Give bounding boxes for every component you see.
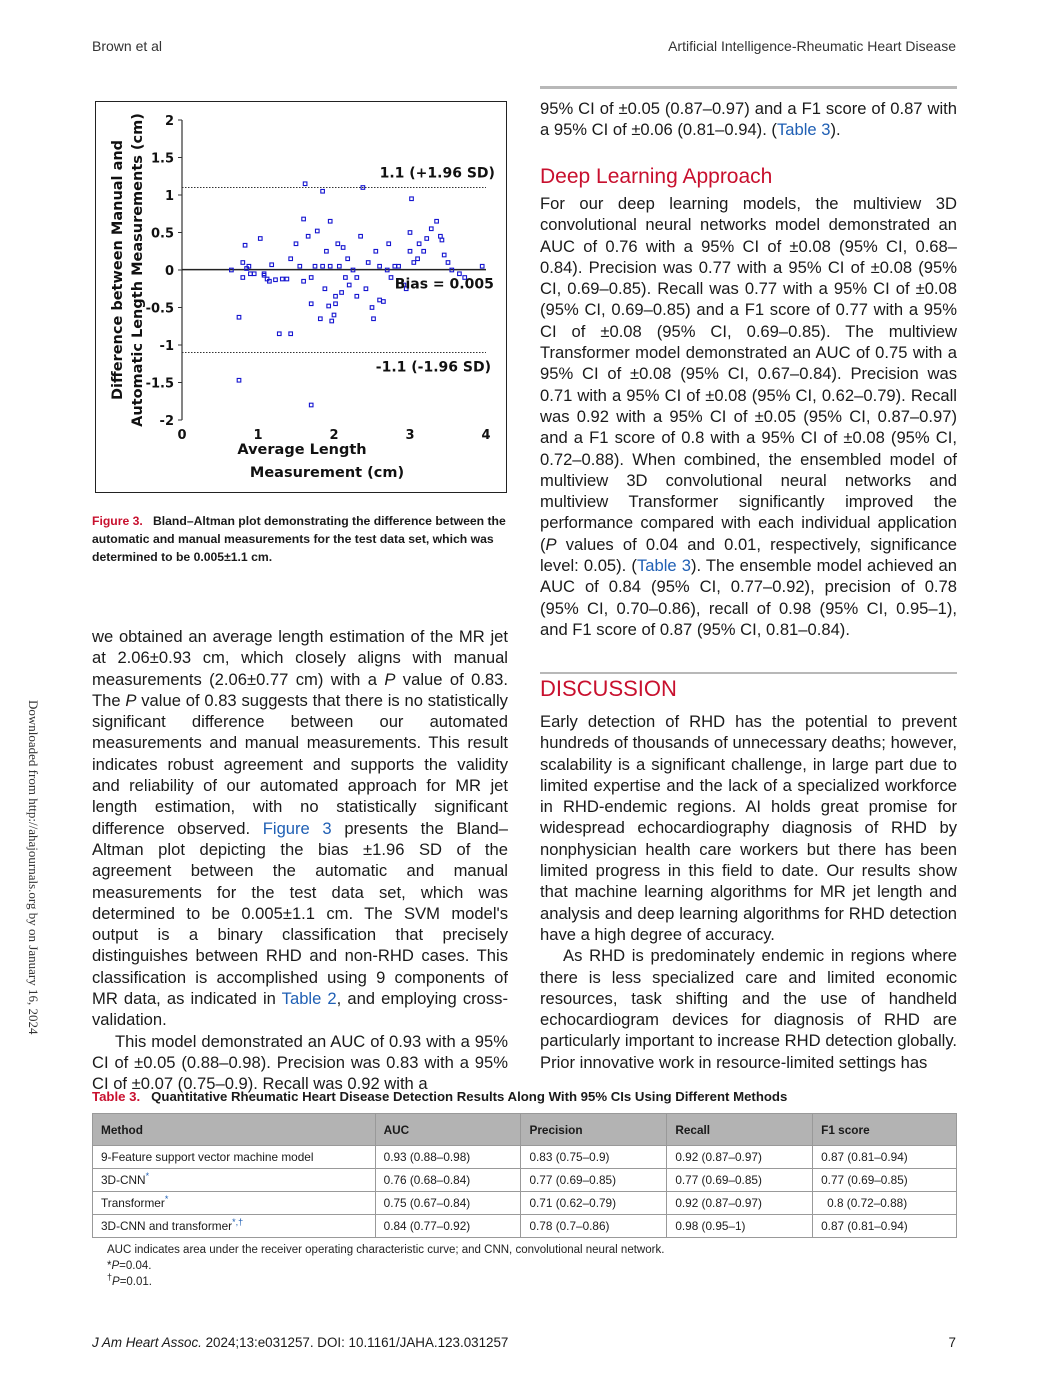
data-point xyxy=(440,238,444,242)
table-cell: 0.92 (0.87–0.97) xyxy=(667,1146,813,1169)
page-footer-citation xyxy=(92,1335,508,1350)
data-point xyxy=(341,246,345,250)
data-point xyxy=(270,263,274,267)
p-symbol: P xyxy=(111,1260,120,1272)
data-point xyxy=(346,257,350,261)
data-point xyxy=(303,182,307,186)
data-point xyxy=(327,304,331,308)
paragraph: As RHD is predominately endemic in regions where there is less specialized care and limited economic resources, task shifting and the use of handheld echocardiogram devices for diagnosis of RHD are particularly important to increase RHD detection globally. Prior innovative work in resource-limited settings has xyxy=(540,946,957,1072)
data-point xyxy=(355,294,359,298)
data-point xyxy=(294,242,298,246)
data-point xyxy=(241,276,245,280)
data-point xyxy=(285,277,289,281)
y-axis-title: Difference between Manual and xyxy=(110,139,126,401)
data-point xyxy=(321,189,325,193)
footnote-mark: * xyxy=(107,1260,112,1272)
table-cell: 0.84 (0.77–0.92) xyxy=(375,1215,521,1238)
data-point xyxy=(313,264,317,268)
column-header: F1 score xyxy=(813,1114,957,1146)
table-cell: 0.93 (0.88–0.98) xyxy=(375,1146,521,1169)
p-symbol: P xyxy=(384,669,396,689)
data-point xyxy=(332,313,336,317)
y-tick-label: 1 xyxy=(164,189,174,204)
footnote-value: =0.04. xyxy=(119,1260,152,1272)
data-point xyxy=(258,237,262,241)
footnote-mark[interactable]: * xyxy=(164,1194,169,1205)
method-name: Transformer xyxy=(101,1196,165,1210)
data-point xyxy=(364,287,368,291)
footnote-mark: † xyxy=(107,1272,113,1283)
discussion-section xyxy=(540,676,957,702)
table-cell: 0.8 (0.72–0.88) xyxy=(813,1192,957,1215)
data-point xyxy=(425,237,429,241)
table-footnote-p2 xyxy=(107,1272,152,1288)
data-point xyxy=(277,332,281,336)
table-row xyxy=(93,1169,957,1192)
table-cell: 0.83 (0.75–0.9) xyxy=(521,1146,667,1169)
data-point xyxy=(378,298,382,302)
data-point xyxy=(382,300,386,304)
method-name: 3D-CNN and transformer xyxy=(101,1219,233,1233)
data-point xyxy=(289,332,293,336)
table-cell: 0.76 (0.68–0.84) xyxy=(375,1169,521,1192)
text-run: we obtained an average length estimation of the MR jet at 2.06±0.93 cm, which closely aligns with manual measurements (2.06±0.77 cm) with a xyxy=(92,627,508,689)
text-run: value of 0.83. The xyxy=(92,669,508,710)
data-point xyxy=(393,264,397,268)
p-symbol: P xyxy=(545,534,557,554)
bland-altman-plot xyxy=(96,102,506,492)
x-axis-title: Measurement (cm) xyxy=(249,465,405,481)
deep-learning-section xyxy=(540,165,957,189)
data-point xyxy=(328,219,332,223)
data-point xyxy=(338,264,342,268)
data-point xyxy=(289,257,293,261)
data-point xyxy=(315,229,319,233)
text-run: ). xyxy=(830,120,841,140)
data-point xyxy=(302,279,306,283)
data-point xyxy=(281,277,285,281)
section-heading-discussion: DISCUSSION xyxy=(540,676,677,701)
data-point xyxy=(417,242,421,246)
data-point xyxy=(412,261,416,265)
x-axis-title: Average Length xyxy=(237,442,367,458)
paragraph xyxy=(540,98,957,141)
lower-loa-label: -1.1 (-1.96 SD) xyxy=(375,359,492,376)
data-point xyxy=(309,302,313,306)
table-cell: 0.92 (0.87–0.97) xyxy=(667,1192,813,1215)
table-cell: 0.78 (0.7–0.86) xyxy=(521,1215,667,1238)
x-tick-label: 3 xyxy=(405,428,415,443)
column-header: Method xyxy=(93,1114,376,1146)
data-point xyxy=(374,249,378,253)
deep-learning-text xyxy=(540,193,957,640)
method-cell xyxy=(93,1146,376,1169)
table-cell: 0.98 (0.95–1) xyxy=(667,1215,813,1238)
y-tick-label: 2 xyxy=(164,114,174,129)
data-point xyxy=(480,264,484,268)
data-point xyxy=(387,242,391,246)
table-cell: 0.77 (0.69–0.85) xyxy=(667,1169,813,1192)
paragraph: Early detection of RHD has the potential to prevent hundreds of thousands of unnecessary deaths; however, scalability is a significant challenge, in large part due to limited expertise and the lack of a specialized workforce in RHD-endemic regions. AI holds great promise for widespread echocardiography diagnosis of RHD by nonphysician health care workers but there has been limited progress in this field to date. Our results show that machine learning algorithms for MR jet length and analysis and deep learning algorithms for RHD detection have a high degree of accuracy. xyxy=(540,712,957,944)
data-point xyxy=(347,283,351,287)
data-point xyxy=(442,253,446,257)
download-notice xyxy=(17,700,41,1080)
table-cell: 0.87 (0.81–0.94) xyxy=(813,1215,957,1238)
data-point xyxy=(378,264,382,268)
x-tick-label: 4 xyxy=(481,428,491,443)
data-point xyxy=(372,317,376,321)
citation-text: 2024;13:e031257. DOI: 10.1161/JAHA.123.031257 xyxy=(201,1335,509,1350)
method-cell xyxy=(93,1192,376,1215)
table-cell: 0.71 (0.62–0.79) xyxy=(521,1192,667,1215)
y-tick-label: 1.5 xyxy=(150,151,174,167)
page-number: 7 xyxy=(948,1335,956,1350)
text-run: 95% CI of ±0.05 (0.87–0.97) and a F1 score of 0.87 with a 95% CI of ±0.06 (0.81–0.94). ( xyxy=(540,99,957,140)
data-point xyxy=(336,242,340,246)
data-point xyxy=(408,231,412,235)
data-point xyxy=(249,272,253,276)
figure-3-frame xyxy=(95,101,507,493)
table-title-text: Quantitative Rheumatic Heart Disease Detection Results Along With 95% CIs Using Different Methods xyxy=(151,1089,788,1104)
running-header-title: Artificial Intelligence-Rheumatic Heart Disease xyxy=(668,38,956,54)
data-point xyxy=(416,257,420,261)
data-point xyxy=(325,249,329,253)
figure-caption xyxy=(92,512,510,566)
bias-label: Bias = 0.005 xyxy=(394,276,494,293)
p-symbol: P xyxy=(125,690,137,710)
data-point xyxy=(309,403,313,407)
table-cell: 0.75 (0.67–0.84) xyxy=(375,1192,521,1215)
data-point xyxy=(252,272,256,276)
x-tick-label: 0 xyxy=(177,428,187,443)
text-run: presents the Bland–Altman plot depicting the bias ±1.96 SD of the agreement between the automatic and manual measurements for the test data set, which was determined to be 0.005±1.1 cm. The SVM model's output is a binary classification that precisely distinguishes between RHD and non-RHD cases. This classification is accomplished using 9 components of MR data, as indicated in xyxy=(92,818,509,1009)
x-tick-label: 1 xyxy=(253,428,263,443)
data-point xyxy=(359,234,363,238)
data-point xyxy=(366,261,370,265)
data-point xyxy=(446,261,450,265)
data-point xyxy=(298,264,302,268)
table-row xyxy=(93,1146,957,1169)
data-point xyxy=(330,319,334,323)
data-point xyxy=(422,249,426,253)
table-label: Table 3. xyxy=(92,1089,141,1104)
data-point xyxy=(370,306,374,310)
data-point xyxy=(309,276,313,280)
text-run: values of 0.04 and 0.01, respectively, significance level: 0.05). ( xyxy=(540,534,957,576)
table-row xyxy=(93,1215,957,1238)
data-point xyxy=(243,243,247,247)
text-run: value of 0.83 suggests that there is no statistically significant difference between our automated measurements and manual measurements. This result indicates robust agreement and supports the validity and reliability of our automated approach for MR jet length estimation, with no statistically significant difference observed. xyxy=(92,690,508,838)
figure-label: Figure 3. xyxy=(92,514,143,528)
text-run: ). The ensemble model achieved an AUC of 0.84 (95% CI, 0.77–0.92), precision of 0.78 (95% CI, 0.70–0.86), recall of 0.98 (95% CI, 0.95–1), and F1 score of 0.87 (95% CI, 0.81–0.84). xyxy=(540,556,957,639)
table-cell: 0.77 (0.69–0.85) xyxy=(813,1169,957,1192)
text-run: For our deep learning models, the multiview 3D convolutional neural networks model demonstrated an AUC of 0.76 with a 95% CI of ±0.08 (95% CI, 0.68– 0.84). Precision was 0.77 with a 95% CI of ±0.08 (95% CI, 0.69–0.85). Recall was 0.77 with a 95% CI of ±0.08 (95% CI, 0.69–0.85) and a F1 score of 0.77 with a 95% CI of ±0.08 (95% CI, 0.69–0.85). The multiview Transformer model demonstrated an AUC of 0.75 with a 95% CI of ±0.08 (95% CI, 0.67–0.84). Precision was 0.71 with a 95% CI of ±0.08 (95% CI, 0.62–0.79). Recall was 0.92 with a 95% CI of ±0.05 (95% CI, 0.87–0.97) and a F1 score of 0.8 with a 95% CI of ±0.08 (95% CI, 0.72–0.88). When combined, the ensembled model of multiview 3D convolutional neural networks and multiview Transformer significantly improved the performance compared with each individual application ( xyxy=(540,194,957,554)
data-point xyxy=(408,249,412,253)
y-tick-label: -1 xyxy=(159,339,174,354)
method-name: 3D-CNN xyxy=(101,1173,146,1187)
data-point xyxy=(410,197,414,201)
method-cell xyxy=(93,1169,376,1192)
table-3-link[interactable]: Table 3 xyxy=(636,556,691,576)
footnote-mark[interactable]: *,† xyxy=(232,1217,244,1228)
data-point xyxy=(328,264,332,268)
method-name: 9-Feature support vector machine model xyxy=(101,1150,314,1164)
download-notice-text: Downloaded from http://ahajournals.org by on January 16, 2024 xyxy=(26,700,41,1035)
y-tick-label: -1.5 xyxy=(145,376,174,392)
data-point xyxy=(334,294,338,298)
y-tick-label: 0 xyxy=(164,264,174,279)
section-rule xyxy=(540,86,957,89)
x-tick-label: 2 xyxy=(329,428,339,443)
section-heading-deep-learning: Deep Learning Approach xyxy=(540,165,773,188)
data-point xyxy=(334,302,338,306)
text-run: , and employing cross-validation. xyxy=(92,989,508,1030)
data-point xyxy=(306,234,310,238)
data-point xyxy=(340,291,344,295)
y-axis-title: Automatic Length Measurements (cm) xyxy=(130,113,146,427)
y-tick-label: -2 xyxy=(159,414,174,429)
table-footnote-p1 xyxy=(107,1260,151,1272)
method-cell xyxy=(93,1215,376,1238)
results-table xyxy=(92,1113,957,1238)
footnote-value: =0.01. xyxy=(119,1276,152,1288)
data-point xyxy=(323,287,327,291)
column-header: AUC xyxy=(375,1114,521,1146)
right-column-top-text xyxy=(540,98,957,141)
data-point xyxy=(302,217,306,221)
data-point xyxy=(397,264,401,268)
table-footnote: AUC indicates area under the receiver operating characteristic curve; and CNN, convolutional neural network. xyxy=(107,1244,665,1256)
section-rule xyxy=(540,672,957,674)
data-point xyxy=(435,219,439,223)
data-point xyxy=(321,264,325,268)
table-title xyxy=(92,1089,787,1104)
discussion-text xyxy=(540,711,957,1073)
data-point xyxy=(458,272,462,276)
data-point xyxy=(274,278,278,282)
data-point xyxy=(237,315,241,319)
table-cell: 0.87 (0.81–0.94) xyxy=(813,1146,957,1169)
paragraph xyxy=(540,193,957,640)
y-tick-label: -0.5 xyxy=(145,301,174,317)
data-point xyxy=(429,227,433,231)
table-header-row xyxy=(93,1114,957,1146)
table-3-link[interactable]: Table 3 xyxy=(776,120,831,140)
table-cell: 0.77 (0.69–0.85) xyxy=(521,1169,667,1192)
footnote-mark[interactable]: * xyxy=(145,1171,150,1182)
column-header: Recall xyxy=(667,1114,813,1146)
running-header-authors: Brown et al xyxy=(92,38,163,54)
left-column-text xyxy=(92,626,508,1095)
data-point xyxy=(344,276,348,280)
y-tick-label: 0.5 xyxy=(150,226,174,242)
data-point xyxy=(355,276,359,280)
p-symbol: P xyxy=(112,1276,120,1288)
data-point xyxy=(319,317,323,321)
figure-caption-text: Bland–Altman plot demonstrating the difference between the automatic and manual measurements for the test data set, which was determined to be 0.005±1.1 cm. xyxy=(92,514,506,564)
table-row xyxy=(93,1192,957,1215)
data-point xyxy=(439,234,443,238)
table-2-link[interactable]: Table 2 xyxy=(281,989,337,1009)
paragraph xyxy=(92,626,508,1031)
journal-name: J Am Heart Assoc. xyxy=(92,1335,202,1350)
paragraph: This model demonstrated an AUC of 0.93 with a 95% CI of ±0.05 (0.88–0.98). Precision was 0.83 with a 95% CI of ±0.07 (0.75–0.9). Recall was 0.92 with a xyxy=(92,1031,508,1094)
column-header: Precision xyxy=(521,1114,667,1146)
data-point xyxy=(241,261,245,265)
upper-loa-label: 1.1 (+1.96 SD) xyxy=(379,165,495,182)
data-point xyxy=(389,276,393,280)
data-point xyxy=(237,378,241,382)
figure-3-link[interactable]: Figure 3 xyxy=(262,818,332,838)
